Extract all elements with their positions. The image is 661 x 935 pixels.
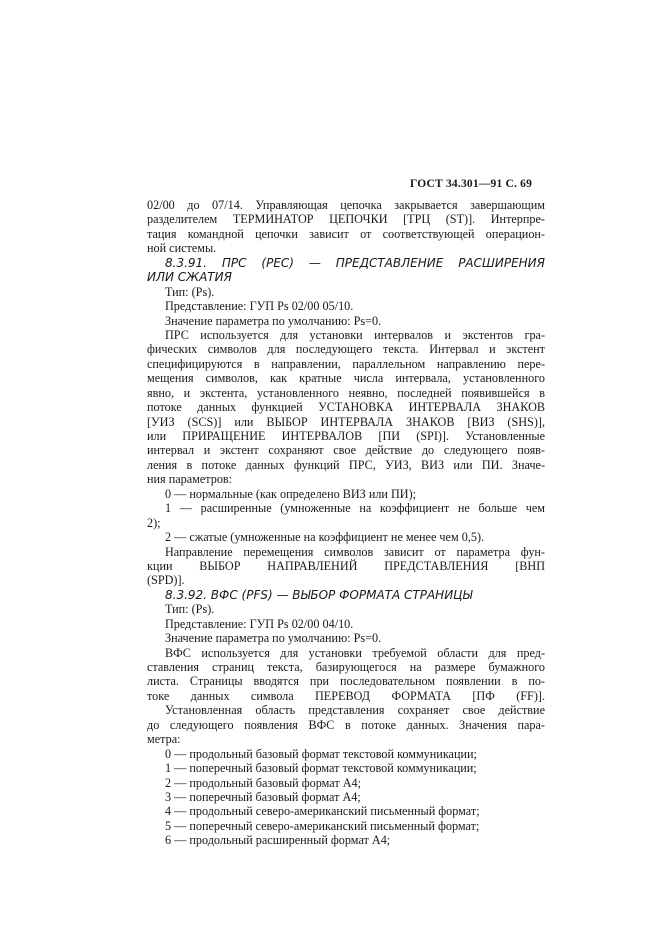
text-line: специфицируются в направлении, параллельном направлению пере- bbox=[147, 356, 545, 371]
text-line: тация командной цепочки зависит от соответствующей операцион- bbox=[147, 226, 545, 241]
text-line: 1 — поперечный базовый формат текстовой коммуникации; bbox=[165, 761, 477, 776]
text-line: Тип: (Ps). bbox=[165, 284, 215, 299]
text-line: явно, и экстента, установленного неявно, последней появившейся в bbox=[147, 385, 545, 400]
text-line: 2 — сжатые (умноженные на коэффициент не менее чем 0,5). bbox=[165, 530, 485, 545]
text-line: метра: bbox=[147, 732, 181, 747]
text-line: (SPD)]. bbox=[147, 573, 185, 588]
text-line: Тип: (Ps). bbox=[165, 602, 215, 617]
text-line: ной системы. bbox=[147, 241, 217, 256]
text-line: 6 — продольный расширенный формат А4; bbox=[165, 833, 391, 848]
section-heading-line: ИЛИ СЖАТИЯ bbox=[147, 270, 232, 285]
text-line: 0 — продольный базовый формат текстовой коммуникации; bbox=[165, 746, 477, 761]
text-line: кции ВЫБОР НАПРАВЛЕНИЙ ПРЕДСТАВЛЕНИЯ [ВНП bbox=[147, 558, 545, 573]
text-line: Значение параметра по умолчанию: Ps=0. bbox=[165, 313, 382, 328]
text-line: 3 — поперечный базовый формат А4; bbox=[165, 789, 361, 804]
text-line: 2); bbox=[147, 515, 161, 530]
text-line: ления в потоке данных функций ПРС, УИЗ, ВИЗ или ПИ. Значе- bbox=[147, 457, 545, 472]
text-line: [УИЗ (SCS)] или ВЫБОР ИНТЕРВАЛА ЗНАКОВ [ВИЗ (SHS)], bbox=[147, 414, 545, 429]
text-line: Представление: ГУП Ps 02/00 05/10. bbox=[165, 299, 354, 314]
document-body bbox=[147, 198, 545, 848]
text-line: 02/00 до 07/14. Управляющая цепочка закрывается завершающим bbox=[147, 198, 545, 212]
text-line: до следующего появления ВФС в потоке данных. Значения пара- bbox=[147, 717, 545, 732]
text-line: листа. Страницы вводятся при последовательном появлении в по- bbox=[147, 674, 545, 689]
text-line: Представление: ГУП Ps 02/00 04/10. bbox=[165, 616, 354, 631]
text-line: фических символов для последующего текста. Интервал и экстент bbox=[147, 342, 545, 357]
text-line: ВФС используется для установки требуемой области для пред- bbox=[165, 645, 545, 660]
text-line: потоке данных функцией УСТАНОВКА ИНТЕРВАЛА ЗНАКОВ bbox=[147, 400, 545, 415]
text-line: разделителем ТЕРМИНАТОР ЦЕПОЧКИ [ТРЦ (ST)]. Интерпре- bbox=[147, 212, 545, 227]
section-heading-line: 8.3.92. ВФС (PFS) — ВЫБОР ФОРМАТА СТРАНИЦЫ bbox=[165, 587, 473, 602]
section-heading-line: 8.3.91. ПРС (PEC) — ПРЕДСТАВЛЕНИЕ РАСШИРЕНИЯ bbox=[165, 255, 545, 270]
text-line: 4 — продольный северо-американский письменный формат; bbox=[165, 804, 480, 819]
text-line: Установленная область представления сохраняет свое действие bbox=[165, 703, 545, 718]
text-line: 1 — расширенные (умноженные на коэффициент не больше чем bbox=[165, 501, 545, 516]
text-line: ставления страниц текста, базирующегося на размере бумажного bbox=[147, 660, 545, 674]
page-header: ГОСТ 34.301—91 С. 69 bbox=[410, 178, 533, 190]
text-line: Направление перемещения символов зависит от параметра фун- bbox=[165, 544, 545, 559]
text-line: или ПРИРАЩЕНИЕ ИНТЕРВАЛОВ [ПИ (SPI)]. Установленные bbox=[147, 429, 545, 443]
text-line: ПРС используется для установки интервалов и экстентов гра- bbox=[165, 327, 545, 342]
text-line: ния параметров: bbox=[147, 472, 233, 487]
text-line: мещения символов, как кратные числа интервала, установленного bbox=[147, 371, 545, 386]
text-line: 2 — продольный базовый формат А4; bbox=[165, 775, 362, 790]
text-line: 5 — поперечный северо-американский письменный формат; bbox=[165, 818, 480, 833]
text-line: интервал и экстент сохраняют свое действие до следующего появ- bbox=[147, 443, 545, 458]
text-line: Значение параметра по умолчанию: Ps=0. bbox=[165, 631, 382, 646]
text-line: 0 — нормальные (как определено ВИЗ или ПИ); bbox=[165, 486, 417, 501]
text-line: токе данных символа ПЕРЕВОД ФОРМАТА [ПФ (FF)]. bbox=[147, 688, 545, 703]
